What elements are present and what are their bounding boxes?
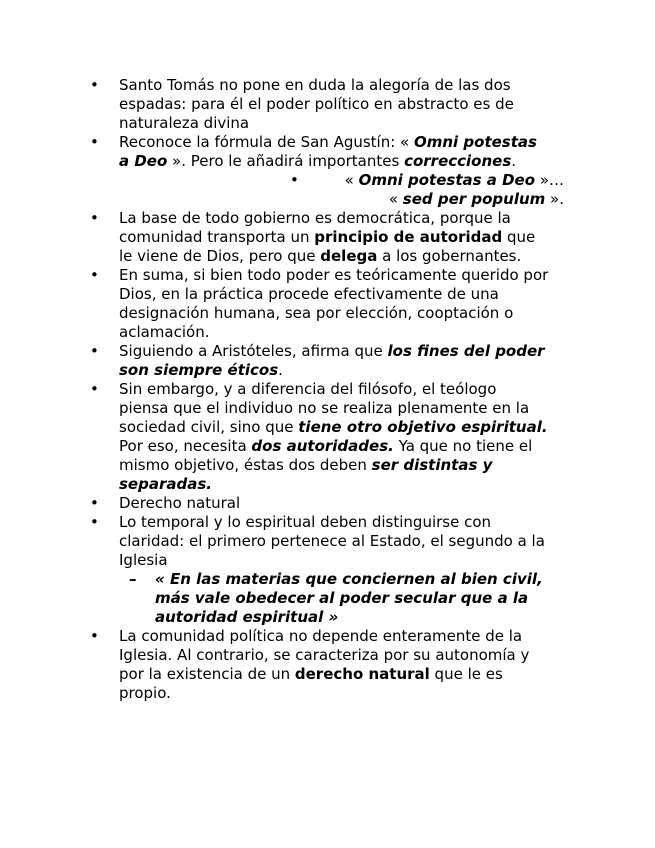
list-item: • Santo Tomás no pone en duda la alegoría de las dos espadas: para él el poder político en abstracto es de naturaleza divina: [90, 76, 550, 133]
list-item: • La comunidad política no depende enteramente de la Iglesia. Al contrario, se caracteriza por su autonomía y por la existencia de un derecho natural que le es propio.: [90, 627, 550, 703]
list-item: • Reconoce la fórmula de San Agustín: « Omni potestas a Deo ». Pero le añadirá importantes correcciones.: [90, 133, 550, 171]
list-item: • Sin embargo, y a diferencia del filósofo, el teólogo piensa que el individuo no se realiza plenamente en la sociedad civil, sino que tiene otro objetivo espiritual. Por eso, necesita dos autoridades. Ya que no tiene el mismo objetivo, éstas dos deben ser distintas y separadas.: [90, 380, 550, 494]
list-item: • En suma, si bien todo poder es teóricamente querido por Dios, en la práctica procede efectivamente de una designación humana, sea por elección, cooptación o aclamación.: [90, 266, 550, 342]
sub-quote-formula: • « Omni potestas a Deo »… « sed per populum ».: [290, 171, 564, 208]
bullet-list: [90, 76, 564, 703]
list-item: • Derecho natural: [90, 494, 550, 513]
list-item: • La base de todo gobierno es democrática, porque la comunidad transporta un principio de autoridad que le viene de Dios, pero que delega a los gobernantes.: [90, 209, 550, 266]
list-item: • Lo temporal y lo espiritual deben distinguirse con claridad: el primero pertenece al Estado, el segundo a la Iglesia: [90, 513, 550, 570]
list-item: • Siguiendo a Aristóteles, afirma que los fines del poder son siempre éticos.: [90, 342, 550, 380]
sub-quote-civil: – « En las materias que conciernen al bien civil, más vale obedecer al poder secular que a la autoridad espiritual »: [90, 570, 550, 627]
sub-bullet: •: [290, 171, 299, 189]
